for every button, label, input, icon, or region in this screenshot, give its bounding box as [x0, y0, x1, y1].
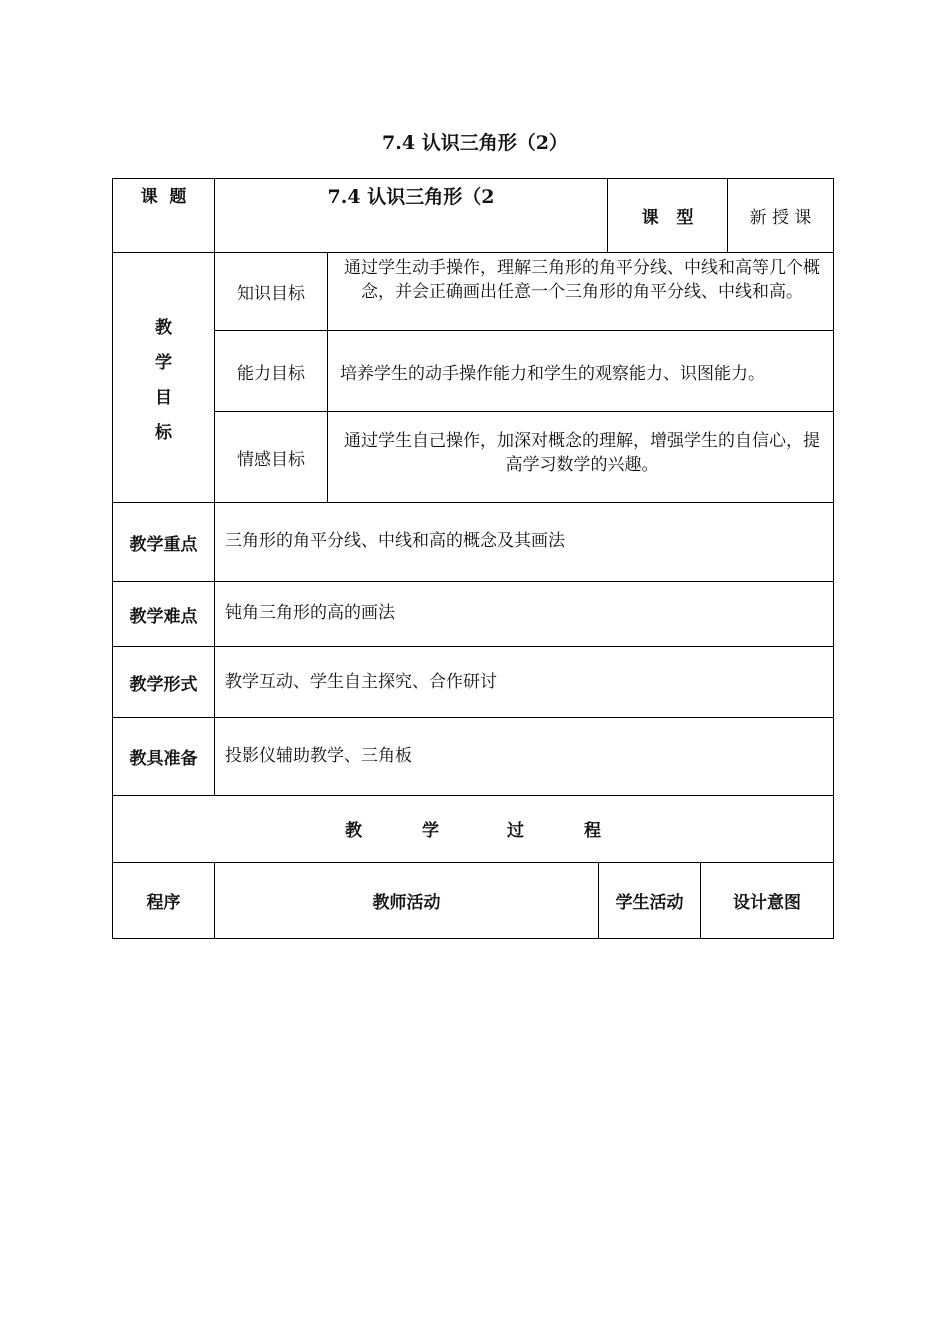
column-header-teacher-activity: 教师活动: [372, 893, 441, 913]
knowledge-objective-text: 通过学生动手操作，理解三角形的角平分线、中线和高等几个概念，并会正确画出任意一个三角形的角平分线、中线和高。: [344, 258, 820, 302]
ability-objective-text: 培养学生的动手操作能力和学生的观察能力、识图能力。: [340, 363, 765, 384]
knowledge-objective-label: 知识目标: [237, 284, 305, 304]
process-title-char: 教: [345, 821, 362, 841]
objectives-char: 标: [155, 422, 172, 443]
process-title-char: 程: [584, 821, 601, 841]
teaching-aids-label: 教具准备: [129, 749, 198, 769]
key-point-label: 教学重点: [129, 534, 198, 555]
objectives-char: 教: [155, 317, 172, 338]
type-label: 课 型: [641, 208, 694, 228]
column-header-student-activity: 学生活动: [615, 893, 684, 913]
objectives-char: 学: [155, 352, 172, 373]
emotion-objective-text: 通过学生自己操作，加深对概念的理解，增强学生的自信心，提高学习数学的兴趣。: [344, 431, 820, 475]
ability-objective-label: 能力目标: [237, 363, 305, 384]
objectives-group-label: [113, 253, 214, 502]
topic-value: 7.4 认识三角形（2: [327, 186, 495, 208]
process-title-char: 学: [422, 821, 439, 841]
teaching-aids-text: 投影仪辅助教学、三角板: [225, 745, 412, 766]
teaching-form-text: 教学互动、学生自主探究、合作研讨: [225, 671, 497, 692]
page-title: 7.4 认识三角形（2）: [382, 132, 568, 154]
difficulty-text: 钝角三角形的高的画法: [225, 602, 395, 623]
column-header-design-intent: 设计意图: [733, 893, 801, 913]
type-value: 新 授 课: [749, 208, 812, 228]
process-title: [113, 796, 833, 862]
emotion-objective-label: 情感目标: [237, 449, 305, 470]
key-point-text: 三角形的角平分线、中线和高的概念及其画法: [225, 530, 565, 551]
difficulty-label: 教学难点: [129, 606, 198, 627]
topic-label: 课 题: [140, 187, 187, 207]
teaching-form-label: 教学形式: [129, 674, 198, 695]
objectives-char: 目: [155, 387, 172, 408]
process-title-char: 过: [507, 821, 524, 841]
column-header-procedure: 程序: [146, 893, 181, 913]
